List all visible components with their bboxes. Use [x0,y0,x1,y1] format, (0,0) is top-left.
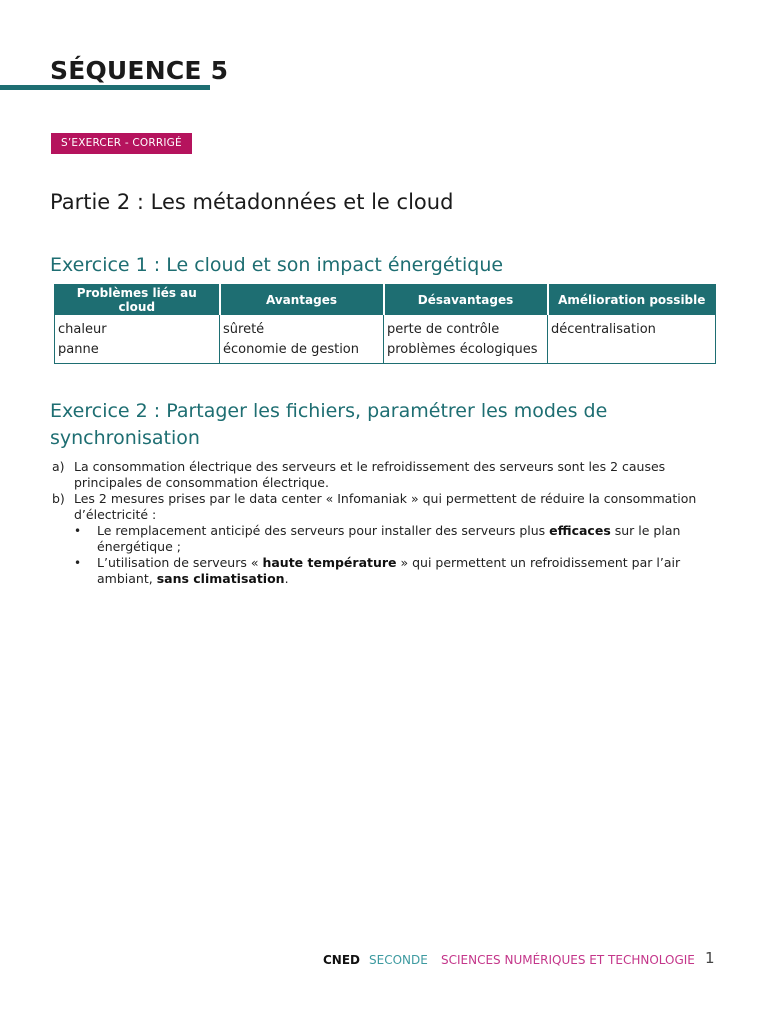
cell-line: panne [58,341,99,357]
bullet-2-text-end: . [284,571,289,586]
sequence-title: SÉQUENCE 5 [50,56,229,85]
bullet-2-text: L’utilisation de serveurs « [97,555,263,570]
item-b-label: b) [52,491,65,506]
item-b-text: Les 2 mesures prises par le data center « Infomaniak » qui permettent de réduire la consommation d’électricité : [74,491,697,522]
bullet-1-bold: efficaces [549,523,611,538]
bullet-2-bold-2: sans climatisation [156,571,285,586]
cell-line: décentralisation [551,322,656,337]
title-underline [0,85,210,90]
section-badge: S’EXERCER - CORRIGÉ [51,133,192,154]
exercise-1-title: Exercice 1 : Le cloud et son impact énergétique [50,254,504,276]
item-a-text: La consommation électrique des serveurs et le refroidissement des serveurs sont les 2 causes principales de consommation électrique. [74,459,666,490]
cell-line: sûreté [223,322,265,337]
header-advantages: Avantages [220,285,384,315]
bullet-item-1 [97,523,697,555]
bullet-2-bold-1: haute température [262,555,397,570]
bullet-1-text-end: sur le plan énergétique ; [97,523,681,554]
exercise-2-title: Exercice 2 : Partager les fichiers, paramétrer les modes de synchronisation [50,400,608,449]
cell-line: problèmes écologiques [387,341,538,357]
bullet-icon: • [74,524,82,538]
cell-disadvantages [384,315,548,364]
cell-problems [55,315,220,364]
bullet-item-2 [97,555,697,587]
bullet-1-text: Le remplacement anticipé des serveurs pour installer des serveurs plus [97,523,550,538]
cloud-impact-table [54,284,716,364]
table-header-row [55,285,716,315]
header-disadvantages: Désavantages [384,285,548,315]
part-title: Partie 2 : Les métadonnées et le cloud [50,190,454,214]
cell-improvement [548,315,716,364]
bullet-icon: • [74,556,82,570]
cell-line: perte de contrôle [387,322,500,337]
footer-level: SECONDE [369,953,428,967]
bullet-2-text-middle: » qui permettent un refroidissement par l’air ambiant, [97,555,681,586]
header-improvement: Amélioration possible [548,285,716,315]
table-row [55,315,716,364]
footer-brand: CNED [323,953,361,967]
header-problems: Problèmes liés au cloud [55,285,220,315]
item-a-label: a) [52,459,65,474]
cell-line: économie de gestion [223,341,360,357]
page-number: 1 [705,949,715,967]
cell-line: chaleur [58,322,107,337]
footer-subject: SCIENCES NUMÉRIQUES ET TECHNOLOGIE [441,953,695,967]
cell-advantages [220,315,384,364]
